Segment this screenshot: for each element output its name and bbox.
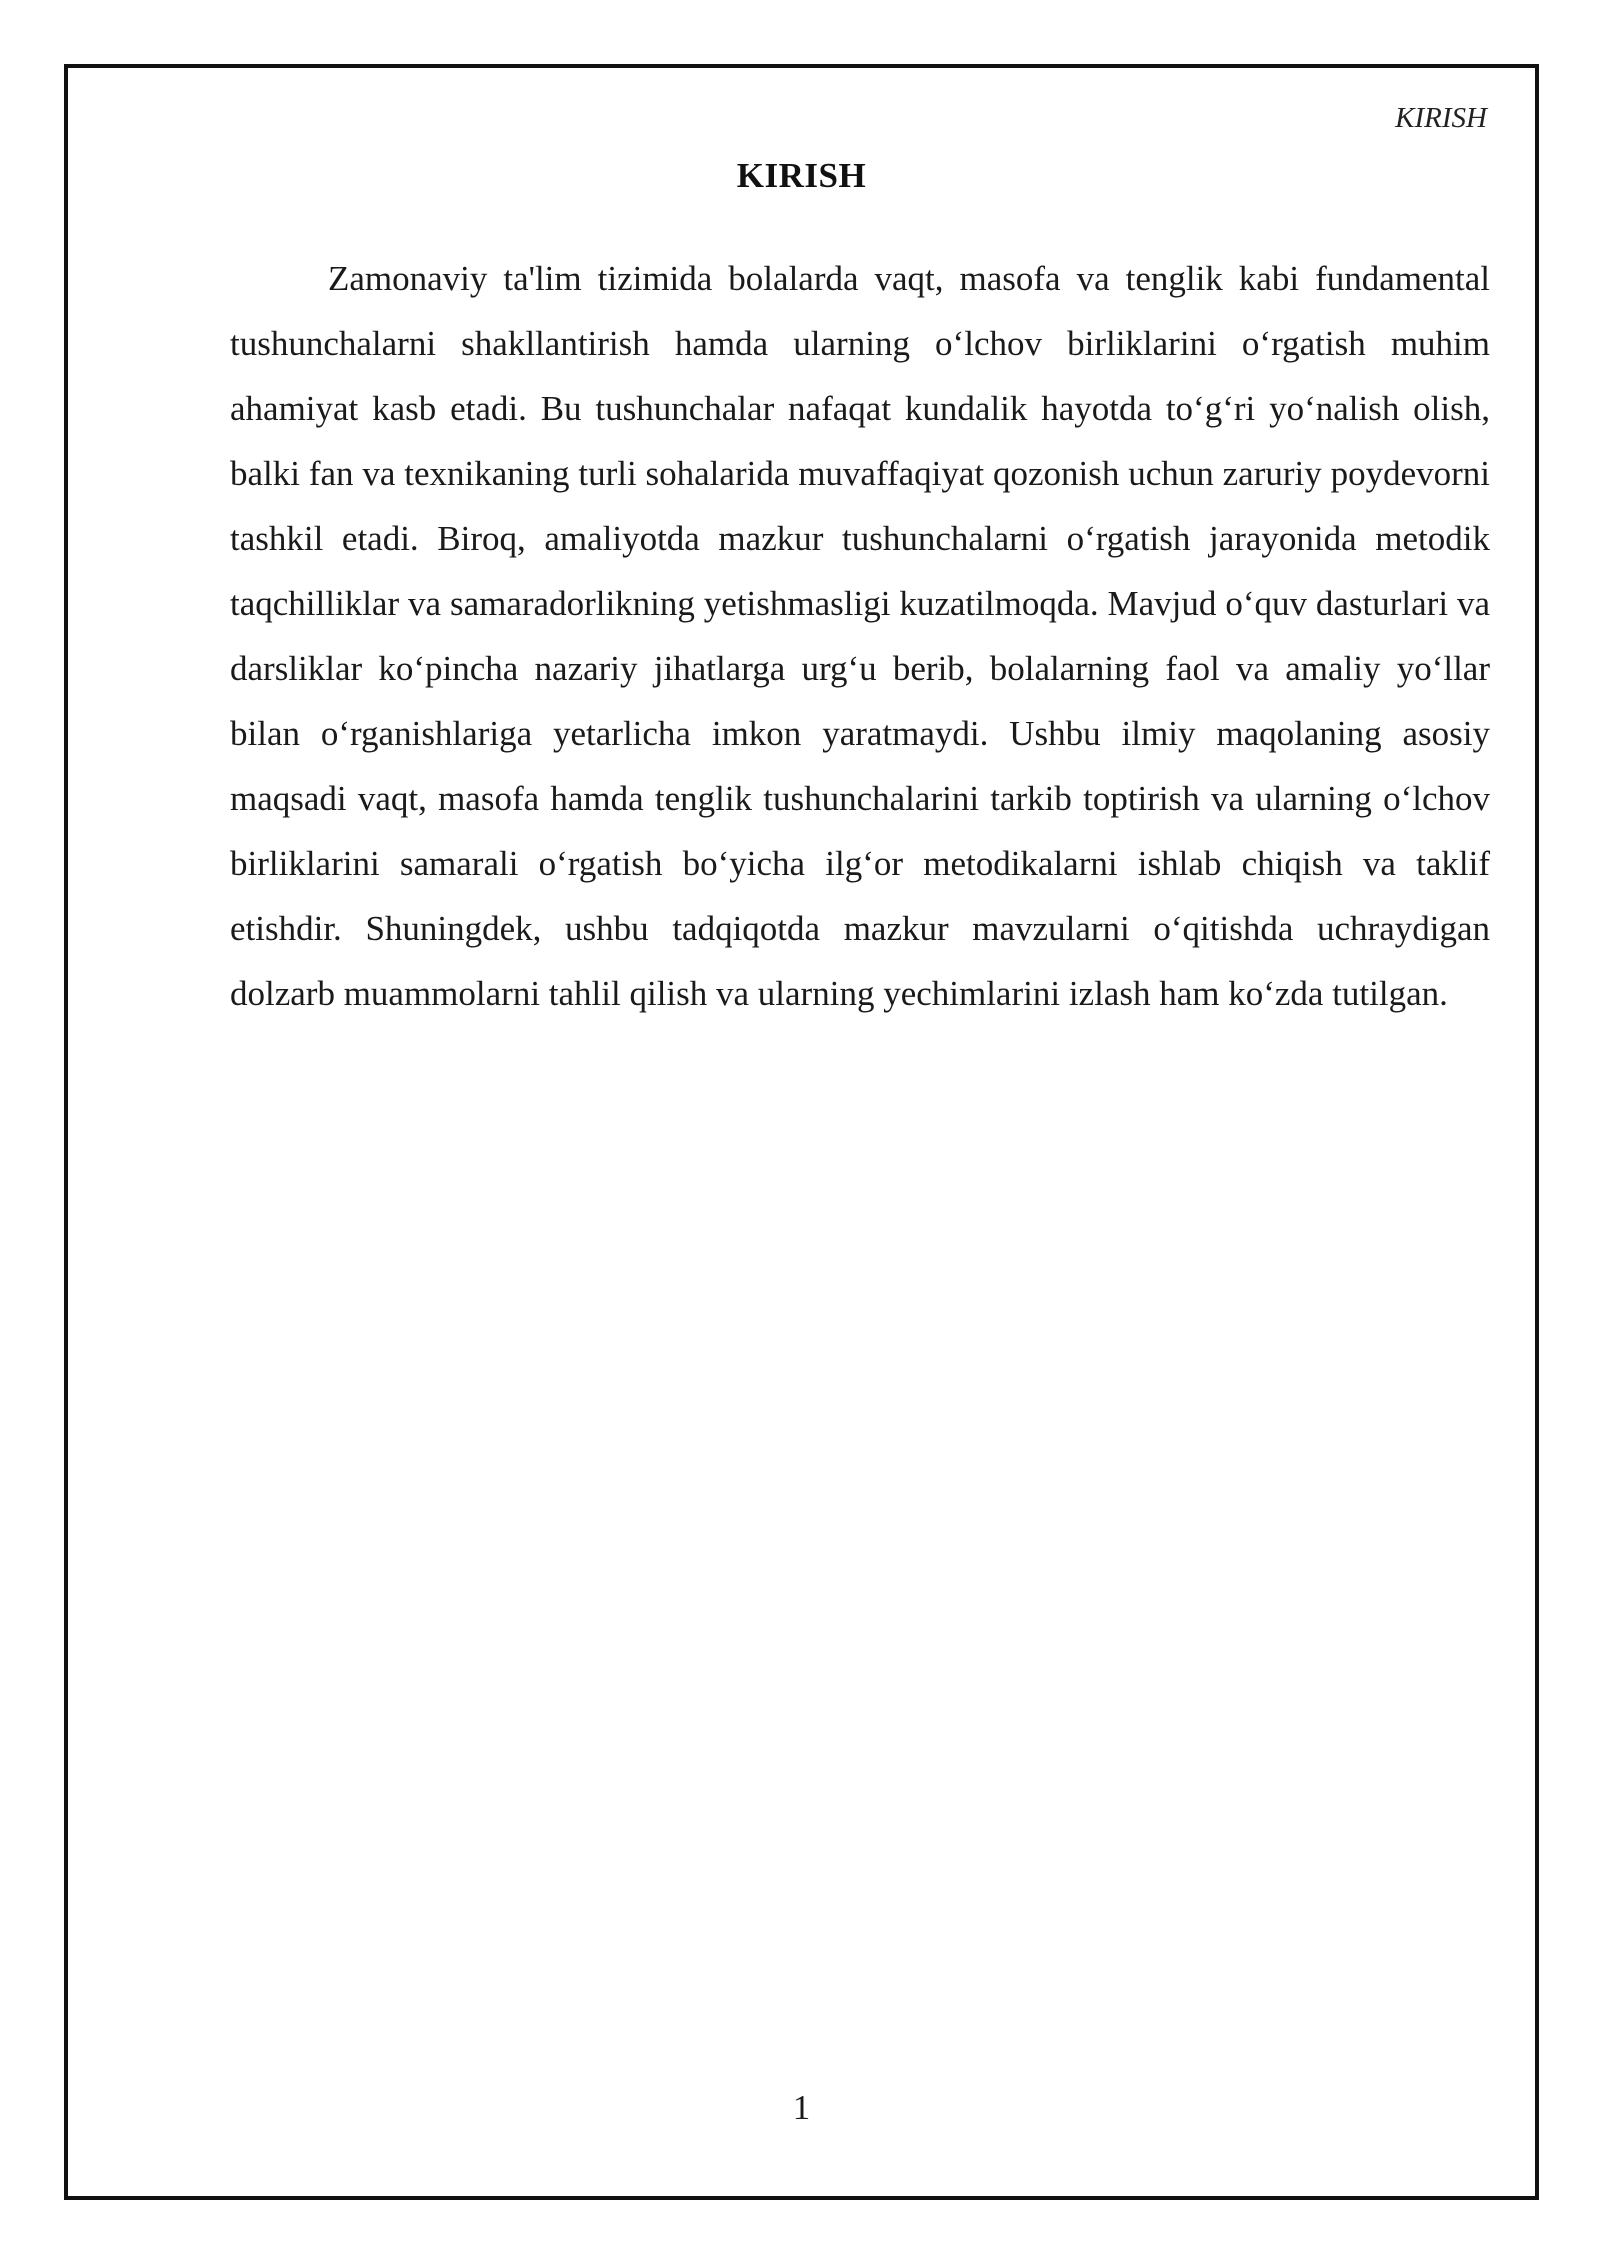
running-header: KIRISH <box>1395 102 1487 134</box>
page-frame <box>64 64 1539 2200</box>
page-number: 1 <box>792 2088 811 2127</box>
section-title: KIRISH <box>736 156 867 195</box>
body-paragraph: Zamonaviy ta'lim tizimida bolalarda vaqt, masofa va tenglik kabi fundamental tushunchalarni shakllantirish hamda ularning o‘lchov birliklarini o‘rgatish muhim ahamiyat kasb etadi. Bu tushunchalar nafaqat kundalik hayotda to‘g‘ri yo‘nalish olish, balki fan va texnikaning turli sohalarida muvaffaqiyat qozonish uchun zaruriy poydevorni tashkil etadi. Biroq, amaliyotda mazkur tushunchalarni o‘rgatish jarayonida metodik taqchilliklar va samaradorlikning yetishmasligi kuzatilmoqda. Mavjud o‘quv dasturlari va darsliklar ko‘pincha nazariy jihatlarga urg‘u berib, bolalarning faol va amaliy yo‘llar bilan o‘rganishlariga yetarlicha imkon yaratmaydi. Ushbu ilmiy maqolaning asosiy maqsadi vaqt, masofa hamda tenglik tushunchalarini tarkib toptirish va ularning o‘lchov birliklarini samarali o‘rgatish bo‘yicha ilg‘or metodikalarni ishlab chiqish va taklif etishdir. Shuningdek, ushbu tadqiqotda mazkur mavzularni o‘qitishda uchraydigan dolzarb muammolarni tahlil qilish va ularning yechimlarini izlash ham ko‘zda tutilgan. <box>230 259 1490 1013</box>
